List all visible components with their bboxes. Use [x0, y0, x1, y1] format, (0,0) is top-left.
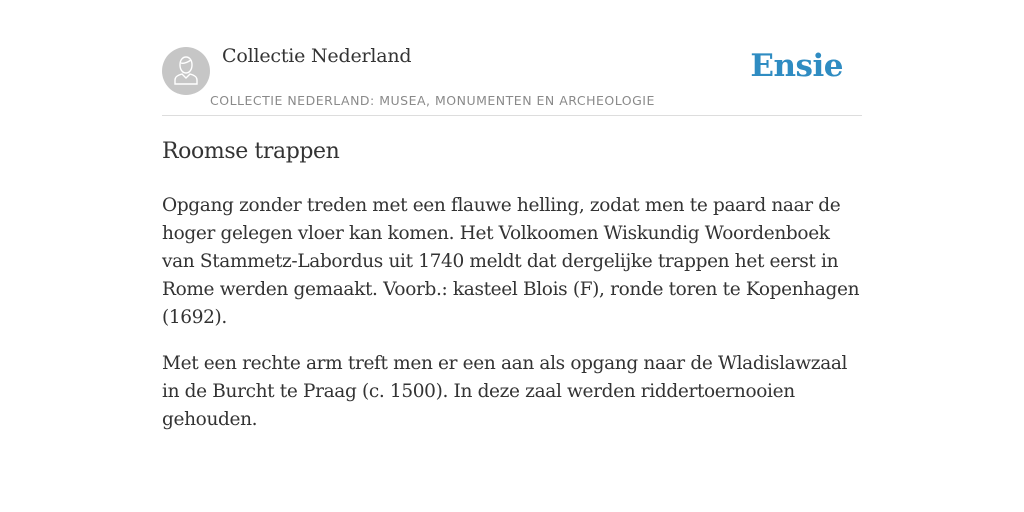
- author-name[interactable]: Collectie Nederland: [222, 45, 412, 67]
- source-subtitle[interactable]: COLLECTIE NEDERLAND: MUSEA, MONUMENTEN EN ARCHEOLOGIE: [210, 93, 655, 108]
- article-paragraph: Opgang zonder treden met een flauwe helling, zodat men te paard naar de hoger gelegen vloer kan komen. Het Volkoomen Wiskundig Woordenboek van Stammetz-Labordus uit 1740 meldt dat dergelijke trappen het eerst in Rome werden gemaakt. Voorb.: kasteel Blois (F), ronde toren te Kopenhagen (1692).: [162, 195, 860, 328]
- article-title: Roomse trappen: [162, 139, 340, 164]
- article-header: [162, 40, 862, 116]
- article-body: [162, 192, 862, 452]
- article-paragraph: Met een rechte arm treft men er een aan als opgang naar de Wladislawzaal in de Burcht te Praag (c. 1500). In deze zaal werden riddertoernooien gehouden.: [162, 353, 848, 430]
- brand-logo[interactable]: Ensie: [750, 48, 843, 84]
- user-placeholder-icon[interactable]: [162, 47, 210, 95]
